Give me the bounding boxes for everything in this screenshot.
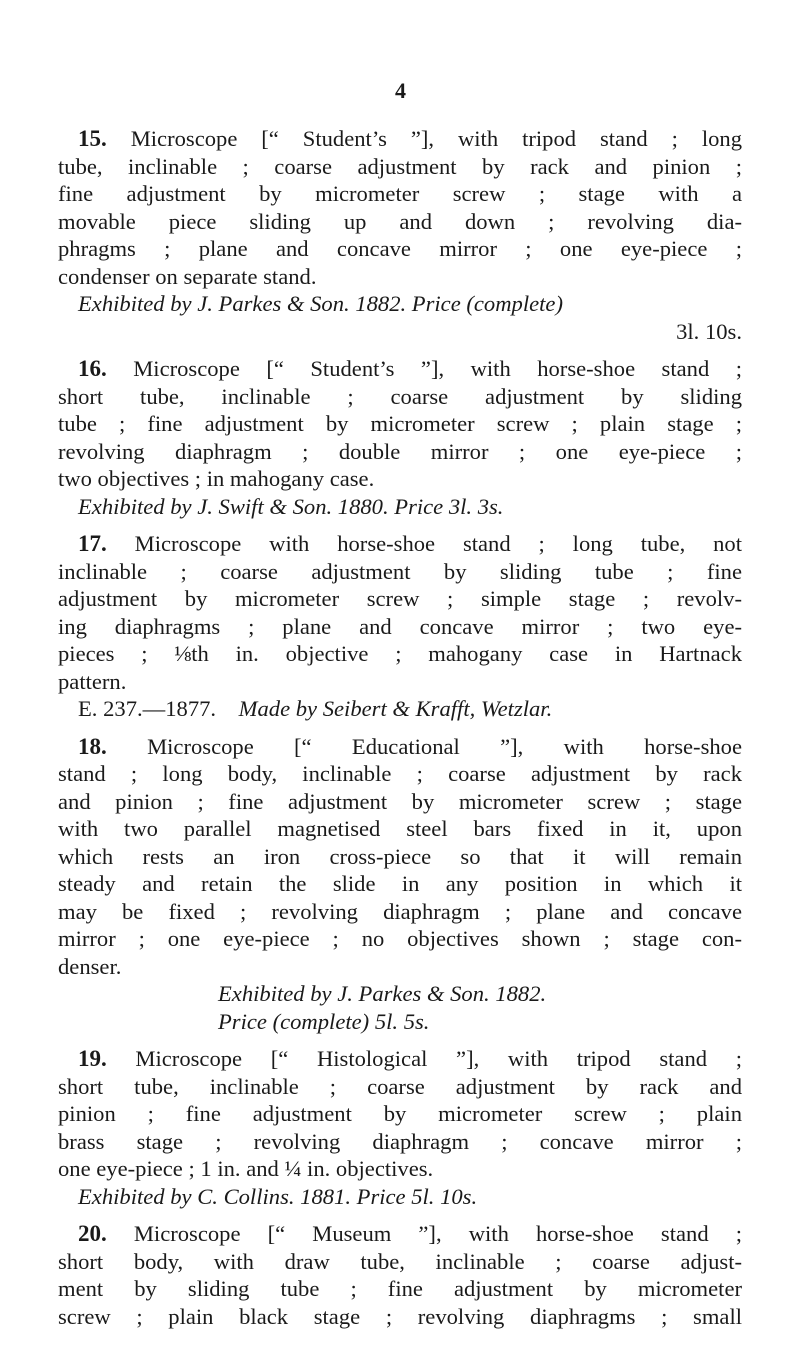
exhibitor-line: Exhibited by J. Parkes & Son. 1882. <box>218 981 547 1006</box>
entry-line: Microscope [“ Educational ”], with horse-shoe <box>106 733 742 759</box>
entry-line: revolving diaphragm ; double mirror ; one eye-piece ; <box>58 438 742 464</box>
catalogue-ref: E. 237.—1877. <box>78 696 217 721</box>
entry-list <box>58 125 742 1340</box>
entry-line: mirror ; one eye-piece ; no objectives shown ; stage con- <box>58 926 742 951</box>
entry-15 <box>58 125 742 345</box>
entry-line: tube, inclinable ; coarse adjustment by rack and pinion ; <box>58 153 742 179</box>
entry-line: tube ; fine adjustment by micrometer screw ; plain stage ; <box>58 411 742 436</box>
entry-number: 17. <box>78 531 107 556</box>
entry-line: Microscope [“ Student’s ”], with horse-shoe stand ; <box>106 356 742 381</box>
entry-20 <box>58 1220 742 1330</box>
entry-line: adjustment by micrometer screw ; simple stage ; revolv- <box>58 586 742 611</box>
maker-line <box>58 695 742 723</box>
entry-line: screw ; plain black stage ; revolving diaphragms ; small <box>58 1303 742 1329</box>
entry-number: 19. <box>78 1046 107 1071</box>
entry-line: which rests an iron cross-piece so that it will remain <box>58 843 742 869</box>
entry-line: steady and retain the slide in any position in which it <box>58 871 742 896</box>
price-line: 3l. 10s. <box>676 318 742 344</box>
entry-line: short tube, inclinable ; coarse adjustment by sliding <box>58 383 742 409</box>
entry-number: 20. <box>78 1221 107 1246</box>
entry-line: short tube, inclinable ; coarse adjustment by rack and <box>58 1073 742 1099</box>
entry-number: 18. <box>78 733 107 759</box>
entry-line: ment by sliding tube ; fine adjustment by micrometer <box>58 1276 742 1301</box>
entry-line: and pinion ; fine adjustment by micrometer screw ; stage <box>58 788 742 814</box>
entry-line: Microscope [“ Student’s ”], with tripod stand ; long <box>106 126 742 151</box>
entry-line: stand ; long body, inclinable ; coarse adjustment by rack <box>58 761 742 786</box>
entry-line: condenser on separate stand. <box>58 263 317 289</box>
entry-line: short body, with draw tube, inclinable ; coarse adjust- <box>58 1248 742 1274</box>
entry-line: brass stage ; revolving diaphragm ; concave mirror ; <box>58 1128 742 1154</box>
entry-line: pattern. <box>58 668 127 694</box>
exhibitor-line: Exhibited by J. Parkes & Son. 1882. Price (complete) <box>78 291 563 316</box>
entry-line: one eye-piece ; 1 in. and ¼ in. objectives. <box>58 1156 434 1181</box>
entry-line: inclinable ; coarse adjustment by sliding tube ; fine <box>58 558 742 584</box>
entry-number: 15. <box>78 126 107 151</box>
price-line: Price (complete) 5l. 5s. <box>218 1008 430 1034</box>
entry-line: denser. <box>58 953 122 979</box>
entry-line: may be fixed ; revolving diaphragm ; plane and concave <box>58 898 742 924</box>
entry-line: Microscope [“ Museum ”], with horse-shoe stand ; <box>106 1221 742 1246</box>
exhibitor-line: Exhibited by C. Collins. 1881. Price 5l. 10s. <box>78 1183 478 1209</box>
entry-17 <box>58 530 742 723</box>
entry-line: two objectives ; in mahogany case. <box>58 466 375 491</box>
maker-name: Made by Seibert & Krafft, Wetzlar. <box>238 696 553 721</box>
entry-18 <box>58 733 742 1036</box>
entry-line: with two parallel magnetised steel bars fixed in it, upon <box>58 816 742 841</box>
entry-line: movable piece sliding up and down ; revolving dia- <box>58 208 742 234</box>
exhibitor-line: Exhibited by J. Swift & Son. 1880. Price 3l. 3s. <box>78 493 504 519</box>
entry-line: ing diaphragms ; plane and concave mirror ; two eye- <box>58 613 742 639</box>
page-number: 4 <box>395 78 406 103</box>
entry-16 <box>58 355 742 520</box>
entry-line: Microscope [“ Histological ”], with tripod stand ; <box>106 1046 742 1071</box>
entry-number: 16. <box>78 356 107 381</box>
entry-19 <box>58 1045 742 1210</box>
entry-line: pieces ; ⅛th in. objective ; mahogany case in Hartnack <box>58 641 742 666</box>
entry-line: pinion ; fine adjustment by micrometer screw ; plain <box>58 1101 742 1126</box>
entry-line: fine adjustment by micrometer screw ; stage with a <box>58 181 742 206</box>
entry-line: phragms ; plane and concave mirror ; one eye-piece ; <box>58 236 742 261</box>
entry-line: Microscope with horse-shoe stand ; long tube, not <box>106 531 742 556</box>
